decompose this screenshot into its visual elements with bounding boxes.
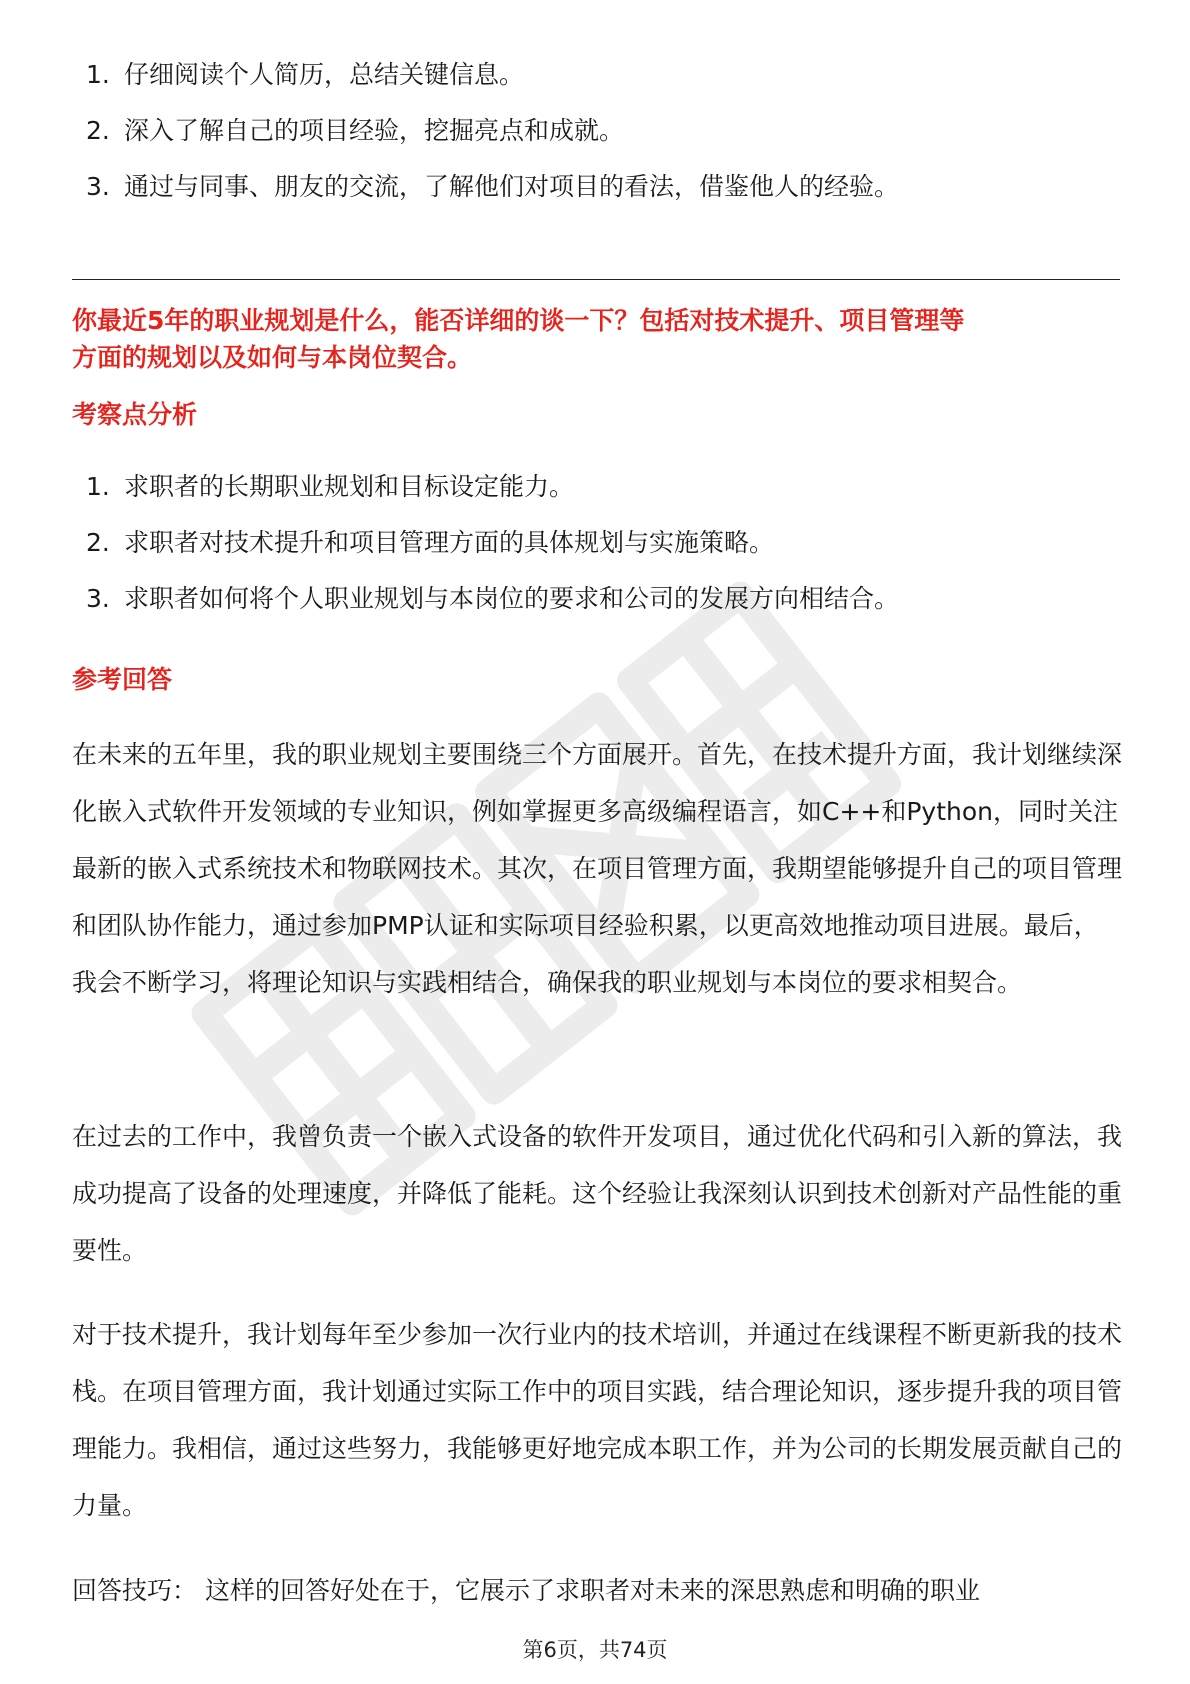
question-line-1: 你最近5年的职业规划是什么，能否详细的谈一下？包括对技术提升、项目管理等 [72,306,965,335]
section-divider [72,279,1120,280]
answer-paragraph-2: 在过去的工作中，我曾负责一个嵌入式设备的软件开发项目，通过优化代码和引入新的算法，我成功提高了设备的处理速度，并降低了能耗。这个经验让我深刻认识到技术创新对产品性能的重要性。 [72,1122,1123,1265]
answer-tip: 回答技巧： 这样的回答好处在于，它展示了求职者对未来的深思熟虑和明确的职业 [72,1576,980,1605]
list-item [72,58,1122,92]
analysis-heading: 考察点分析 [72,400,198,429]
answer-paragraph-3: 对于技术提升，我计划每年至少参加一次行业内的技术培训，并通过在线课程不断更新我的技术栈。在项目管理方面，我计划通过实际工作中的项目实践，结合理论知识，逐步提升我的项目管理能力。我相信，通过这些努力，我能够更好地完成本职工作，并为公司的长期发展贡献自己的力量。 [72,1320,1123,1520]
list-item-text: 通过与同事、朋友的交流，了解他们对项目的看法，借鉴他人的经验。 [124,172,900,201]
question-title [72,302,1122,376]
page-number: 第6页，共74页 [522,1638,668,1662]
list-item [72,170,1122,204]
list-item-text: 求职者如何将个人职业规划与本岗位的要求和公司的发展方向相结合。 [124,584,900,613]
list-item-number: 3. [86,584,110,613]
list-item [72,526,1122,560]
list-item-text: 仔细阅读个人简历，总结关键信息。 [124,60,525,89]
list-item-number: 2. [86,116,110,145]
list-item [72,582,1122,616]
list-item-text: 求职者的长期职业规划和目标设定能力。 [124,472,575,501]
list-item-text: 求职者对技术提升和项目管理方面的具体规划与实施策略。 [124,528,775,557]
list-item-text: 深入了解自己的项目经验，挖掘亮点和成就。 [124,116,625,145]
answer-paragraph-1: 在未来的五年里，我的职业规划主要围绕三个方面展开。首先，在技术提升方面，我计划继续深化嵌入式软件开发领域的专业知识，例如掌握更多高级编程语言，如C++和Python，同时关注最新的嵌入式系统技术和物联网技术。其次，在项目管理方面，我期望能够提升自己的项目管理和团队协作能力，通过参加PMP认证和实际项目经验积累，以更高效地推动项目进展。最后，我会不断学习，将理论知识与实践相结合，确保我的职业规划与本岗位的要求相契合。 [72,740,1123,997]
list-item-number: 1. [86,60,110,89]
analysis-list [72,470,1122,638]
list-item [72,470,1122,504]
list-item-number: 2. [86,528,110,557]
question-line-2: 方面的规划以及如何与本岗位契合。 [72,343,473,372]
answer-heading: 参考回答 [72,665,173,694]
list-item-number: 3. [86,172,110,201]
top-list [72,58,1122,226]
list-item [72,114,1122,148]
list-item-number: 1. [86,472,110,501]
